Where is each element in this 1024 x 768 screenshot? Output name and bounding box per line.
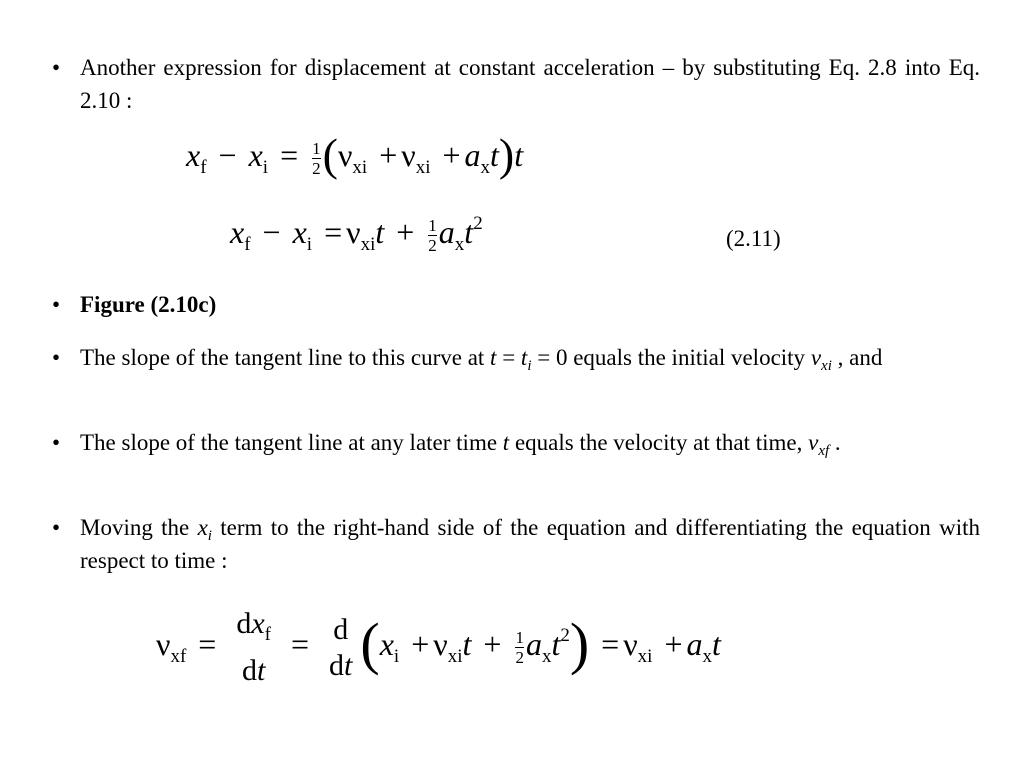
eq-sub: xi <box>415 157 431 178</box>
equation-substitution <box>186 129 524 180</box>
eq-var: t <box>462 625 472 662</box>
bullet-text: Another expression for displacement at constant acceleration – by substituting Eq. 2.8 into Eq. 2.10 : <box>80 55 980 113</box>
eq-d: d <box>242 654 257 687</box>
text-sub: i <box>527 358 532 374</box>
text-run: , and <box>831 345 883 370</box>
eq-paren: ) <box>498 129 515 180</box>
bullet-text <box>80 341 980 374</box>
eq-sub: xi <box>637 645 653 667</box>
bullet-displacement-expression <box>52 51 980 117</box>
eq-var: x <box>379 625 394 662</box>
eq-op: + <box>664 625 683 662</box>
eq-sub: f <box>200 157 207 178</box>
frac-num: 1 <box>515 628 524 647</box>
eq-sub: x <box>541 645 552 667</box>
eq-op: = <box>324 214 343 250</box>
bullet-differentiation <box>52 511 980 577</box>
fraction-dxf-dt <box>232 606 275 689</box>
eq-sub: xi <box>447 645 463 667</box>
fraction-one-half <box>312 140 321 177</box>
eq-var: t <box>257 654 266 687</box>
bullet-text <box>80 426 980 459</box>
eq-op: + <box>379 137 398 173</box>
eq-op: = <box>198 625 217 662</box>
eq-var: a <box>525 625 542 662</box>
eq-var: a <box>438 214 455 250</box>
eq-sup: 2 <box>560 624 570 646</box>
eq-var: x <box>248 137 263 173</box>
fraction-one-half <box>428 217 437 254</box>
text-run: = 0 equals the initial velocity <box>531 345 811 370</box>
bullet-later-slope <box>52 426 980 459</box>
eq-var: x <box>186 137 201 173</box>
eq-d: d <box>329 648 345 682</box>
eq-nu: ν <box>401 137 416 173</box>
eq-var: a <box>686 625 703 662</box>
frac-num: 1 <box>428 216 437 236</box>
frac-den <box>232 653 275 689</box>
text-sub: i <box>207 528 212 544</box>
eq-op: + <box>442 137 461 173</box>
equation-velocity-derivative <box>156 606 721 689</box>
eq-paren: ( <box>360 610 380 676</box>
text-var: t <box>502 430 510 455</box>
text-run: = <box>496 345 521 370</box>
bullet-dot-icon: • <box>52 515 61 540</box>
eq-op: + <box>411 625 430 662</box>
bullet-text <box>80 511 980 577</box>
bullet-text: Figure (2.10c) <box>80 292 217 317</box>
fraction-d-dt <box>325 612 356 684</box>
equation-number: (2.11) <box>726 226 781 251</box>
frac-den <box>325 648 356 684</box>
eq-sub: f <box>244 234 251 255</box>
text-var: t <box>490 345 497 370</box>
eq-var: t <box>712 625 721 662</box>
eq-var: x <box>292 214 307 250</box>
eq-var: t <box>464 214 474 250</box>
fraction-one-half <box>515 629 524 666</box>
eq-sub: x <box>480 157 491 178</box>
frac-den: 2 <box>312 159 321 179</box>
bullet-dot-icon: • <box>52 345 61 370</box>
eq-var: t <box>490 137 499 173</box>
eq-op: − <box>218 137 237 173</box>
eq-sub: i <box>306 234 313 255</box>
text-sub: xi <box>821 358 832 374</box>
text-run: equals the velocity at that time, <box>509 430 809 455</box>
frac-den: 2 <box>515 648 524 667</box>
text-run: The slope of the tangent line at any later time <box>80 430 503 455</box>
text-run: . <box>829 430 841 455</box>
eq-op: − <box>262 214 281 250</box>
bullet-dot-icon: • <box>52 430 61 455</box>
eq-sub: i <box>393 645 400 667</box>
text-var: t <box>520 345 528 370</box>
eq-var: t <box>551 625 561 662</box>
bullet-dot-icon: • <box>52 55 61 80</box>
eq-sub: f <box>264 624 271 645</box>
eq-nu: ν <box>623 625 638 662</box>
eq-var: a <box>464 137 481 173</box>
eq-paren: ( <box>322 129 338 180</box>
frac-num: 1 <box>312 139 321 159</box>
eq-nu: ν <box>156 625 171 662</box>
eq-nu: ν <box>346 214 361 250</box>
eq-nu: ν <box>433 625 448 662</box>
text-run: The slope of the tangent line to this curve at <box>80 345 491 370</box>
frac-num <box>232 606 275 653</box>
text-var: x <box>197 515 208 540</box>
eq-sup: 2 <box>473 213 483 234</box>
eq-var: t <box>344 648 353 682</box>
bullet-initial-slope <box>52 341 980 374</box>
text-run: term to the right-hand side of the equation and differentiating the equation with respect to time : <box>80 515 980 573</box>
eq-op: + <box>483 625 502 662</box>
eq-var: x <box>230 214 245 250</box>
eq-sub: xi <box>352 157 368 178</box>
eq-sub: x <box>702 645 712 667</box>
eq-sub: x <box>454 234 465 255</box>
eq-var: t <box>514 137 524 173</box>
eq-op: = <box>280 137 299 173</box>
eq-nu: ν <box>337 137 353 173</box>
text-sub: xf <box>818 443 830 459</box>
frac-num: d <box>333 612 349 646</box>
eq-op: = <box>291 625 310 662</box>
text-var: v <box>808 430 819 455</box>
frac-den: 2 <box>428 236 437 256</box>
eq-sub: i <box>262 157 269 178</box>
eq-var: x <box>251 607 265 640</box>
eq-sub: xi <box>360 234 376 255</box>
bullet-dot-icon: • <box>52 292 61 317</box>
eq-op: + <box>396 214 415 250</box>
eq-var: t <box>375 214 385 250</box>
text-var: v <box>810 345 822 370</box>
bullet-figure-ref <box>52 288 980 321</box>
eq-d: d <box>236 607 252 640</box>
eq-op: = <box>601 625 620 662</box>
eq-paren: ) <box>569 610 590 676</box>
eq-sub: xf <box>170 645 187 667</box>
equation-2-11 <box>230 214 483 254</box>
text-run: Moving the <box>80 515 198 540</box>
